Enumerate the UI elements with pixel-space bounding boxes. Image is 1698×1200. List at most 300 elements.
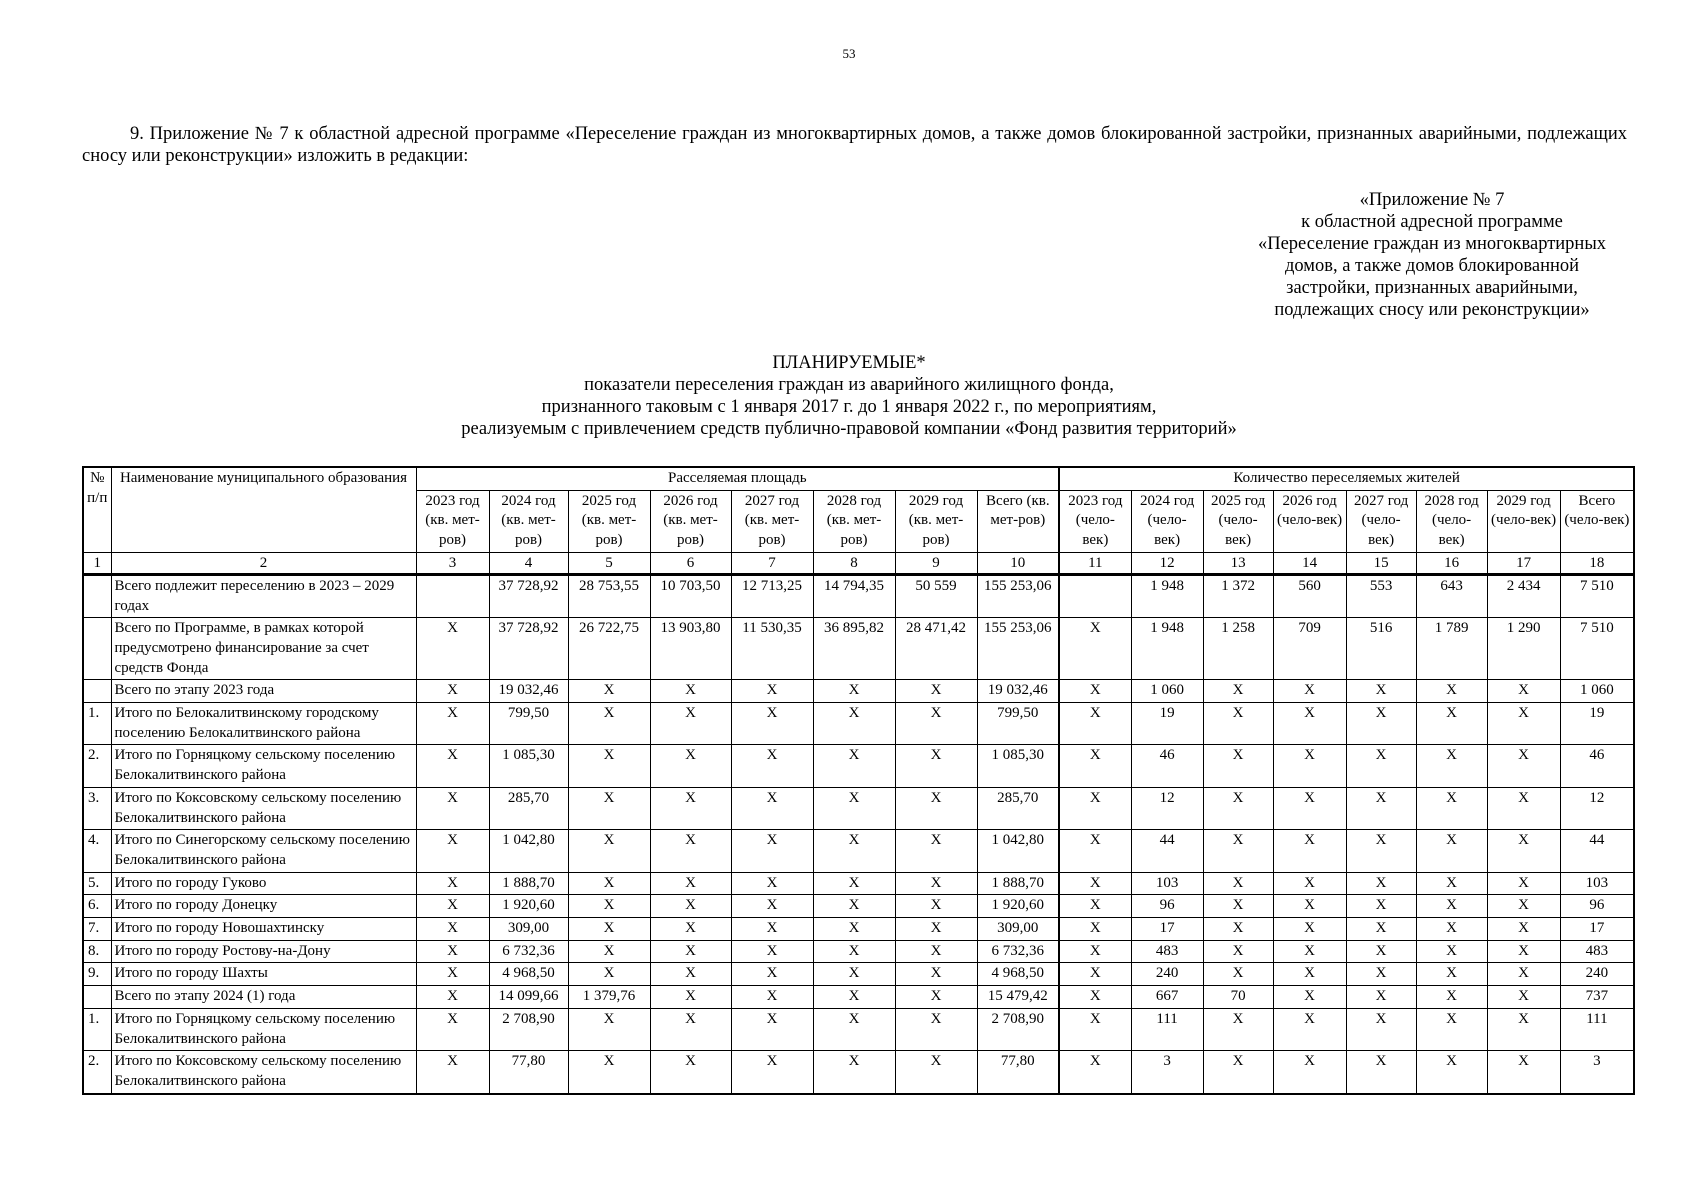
people-value-cell: 103 [1560,872,1634,895]
area-value-cell: 13 903,80 [650,618,731,680]
people-value-cell: X [1416,787,1487,829]
area-value-cell [416,574,489,617]
people-value-cell: X [1203,1008,1273,1050]
people-value-cell: X [1059,963,1131,986]
column-number-cell: 2 [111,552,416,574]
area-value-cell: X [568,680,650,703]
area-value-cell: X [416,872,489,895]
table-body [83,574,1634,1093]
row-number: 1. [83,1008,111,1050]
area-value-cell: 1 920,60 [489,895,568,918]
column-number-cell: 4 [489,552,568,574]
people-value-cell: 1 258 [1203,618,1273,680]
area-value-cell: X [568,1008,650,1050]
people-value-cell: 483 [1560,940,1634,963]
area-value-cell: X [731,830,813,872]
people-value-cell: 553 [1346,574,1416,617]
row-number [83,618,111,680]
area-value-cell: X [731,940,813,963]
header-area-col: 2024 год (кв. мет-ров) [489,490,568,552]
people-value-cell: X [1059,986,1131,1009]
area-value-cell: X [895,918,977,941]
people-value-cell: X [1273,787,1346,829]
area-value-cell: X [731,1008,813,1050]
area-value-cell: X [416,787,489,829]
area-value-cell: X [650,940,731,963]
area-value-cell: 6 732,36 [489,940,568,963]
people-value-cell: X [1416,986,1487,1009]
column-number-row [83,552,1634,574]
row-name: Итого по городу Ростову-на-Дону [111,940,416,963]
area-value-cell: X [895,745,977,787]
area-value-cell: X [416,986,489,1009]
people-value-cell: X [1416,940,1487,963]
people-value-cell: X [1273,745,1346,787]
area-value-cell: 1 085,30 [489,745,568,787]
area-value-cell: X [416,703,489,745]
people-value-cell: X [1416,680,1487,703]
people-value-cell: 516 [1346,618,1416,680]
area-value-cell: X [650,787,731,829]
people-value-cell: X [1203,918,1273,941]
people-value-cell: 560 [1273,574,1346,617]
people-value-cell: X [1487,703,1560,745]
people-value-cell: 2 434 [1487,574,1560,617]
area-value-cell: X [568,1051,650,1094]
people-value-cell: 7 510 [1560,618,1634,680]
area-value-cell: 1 888,70 [489,872,568,895]
area-value-cell: 799,50 [489,703,568,745]
appendix-line: домов, а также домов блокированной [1284,256,1580,276]
title-line: реализуемым с привлечением средств публично-правовой компании «Фонд развития территорий» [461,419,1237,439]
header-area-col: 2026 год (кв. мет-ров) [650,490,731,552]
header-area-col: 2029 год (кв. мет-ров) [895,490,977,552]
area-value-cell: X [813,895,895,918]
row-name: Всего по Программе, в рамках которой предусмотрено финансирование за счет средств Фонда [111,618,416,680]
people-value-cell: X [1346,1051,1416,1094]
table-row [83,918,1634,941]
area-value-cell: X [650,745,731,787]
area-value-cell: 37 728,92 [489,574,568,617]
people-value-cell: X [1346,745,1416,787]
header-people-col: 2027 год (чело-век) [1346,490,1416,552]
people-value-cell: X [1416,703,1487,745]
table-row [83,574,1634,617]
area-value-cell: X [895,872,977,895]
people-value-cell: X [1346,1008,1416,1050]
people-value-cell: X [1203,895,1273,918]
area-value-cell: X [568,703,650,745]
people-value-cell: X [1346,963,1416,986]
header-area-col: 2028 год (кв. мет-ров) [813,490,895,552]
people-value-cell: X [1059,787,1131,829]
people-value-cell: X [1059,895,1131,918]
people-value-cell: X [1346,703,1416,745]
area-value-cell: 19 032,46 [489,680,568,703]
area-value-cell: X [416,1008,489,1050]
people-value-cell: 1 948 [1131,574,1203,617]
people-value-cell: X [1346,895,1416,918]
people-value-cell: 1 060 [1131,680,1203,703]
people-value-cell: X [1346,986,1416,1009]
row-name: Итого по городу Новошахтинску [111,918,416,941]
area-value-cell: X [895,986,977,1009]
area-value-cell: X [650,830,731,872]
people-value-cell: X [1416,872,1487,895]
area-value-cell: X [731,918,813,941]
people-value-cell: X [1346,872,1416,895]
area-value-cell: X [813,1008,895,1050]
area-value-cell: 1 042,80 [977,830,1059,872]
people-value-cell: 111 [1560,1008,1634,1050]
row-number: 1. [83,703,111,745]
row-name: Итого по городу Шахты [111,963,416,986]
people-value-cell: X [1487,830,1560,872]
area-value-cell: 28 753,55 [568,574,650,617]
table-row [83,1008,1634,1050]
area-value-cell: X [416,745,489,787]
people-value-cell: X [1273,680,1346,703]
people-value-cell: X [1203,963,1273,986]
table-row [83,745,1634,787]
table-row [83,703,1634,745]
appendix-line: подлежащих сносу или реконструкции» [1274,300,1590,320]
area-value-cell: 285,70 [977,787,1059,829]
area-value-cell: X [895,963,977,986]
area-value-cell: X [813,872,895,895]
area-value-cell: X [895,830,977,872]
column-number-cell: 14 [1273,552,1346,574]
row-name: Итого по Белокалитвинскому городскому поселению Белокалитвинского района [111,703,416,745]
header-people-col: 2025 год (чело-век) [1203,490,1273,552]
people-value-cell: 44 [1560,830,1634,872]
people-value-cell: 1 789 [1416,618,1487,680]
people-value-cell: 44 [1131,830,1203,872]
people-value-cell: 12 [1560,787,1634,829]
area-value-cell: X [813,745,895,787]
title-line: показатели переселения граждан из аварийного жилищного фонда, [584,375,1114,395]
people-value-cell: 1 372 [1203,574,1273,617]
area-value-cell: X [650,963,731,986]
area-value-cell: X [813,787,895,829]
people-value-cell: 1 060 [1560,680,1634,703]
column-number-cell: 6 [650,552,731,574]
resettlement-table [82,466,1635,1095]
area-value-cell: 1 042,80 [489,830,568,872]
area-value-cell: 77,80 [489,1051,568,1094]
area-value-cell: X [568,745,650,787]
people-value-cell: X [1273,872,1346,895]
area-value-cell: 14 794,35 [813,574,895,617]
row-number: 9. [83,963,111,986]
area-value-cell: X [650,895,731,918]
appendix-line: застройки, признанных аварийными, [1286,278,1578,298]
area-value-cell: 1 920,60 [977,895,1059,918]
column-number-cell: 11 [1059,552,1131,574]
header-area-col: 2025 год (кв. мет-ров) [568,490,650,552]
row-name: Всего по этапу 2024 (1) года [111,986,416,1009]
people-value-cell: X [1416,918,1487,941]
people-value-cell: X [1273,940,1346,963]
row-number: 4. [83,830,111,872]
people-value-cell: 3 [1560,1051,1634,1094]
people-value-cell: 667 [1131,986,1203,1009]
area-value-cell: 285,70 [489,787,568,829]
column-number-cell: 8 [813,552,895,574]
area-value-cell: X [813,918,895,941]
table-row [83,787,1634,829]
row-name: Итого по Горняцкому сельскому поселению Белокалитвинского района [111,1008,416,1050]
people-value-cell: 7 510 [1560,574,1634,617]
people-value-cell: X [1416,895,1487,918]
area-value-cell: X [416,1051,489,1094]
area-value-cell: 26 722,75 [568,618,650,680]
area-value-cell: 1 888,70 [977,872,1059,895]
area-value-cell: X [568,787,650,829]
people-value-cell: 46 [1131,745,1203,787]
area-value-cell: X [416,830,489,872]
people-value-cell: X [1416,963,1487,986]
area-value-cell: X [650,986,731,1009]
people-value-cell: X [1487,872,1560,895]
people-value-cell: 19 [1560,703,1634,745]
area-value-cell: X [568,895,650,918]
people-value-cell: 709 [1273,618,1346,680]
area-value-cell: X [568,830,650,872]
people-value-cell: 1 290 [1487,618,1560,680]
table-row [83,895,1634,918]
row-number: 5. [83,872,111,895]
document-title [0,352,1698,440]
appendix-line: «Приложение № 7 [1359,190,1505,210]
column-number-cell: 15 [1346,552,1416,574]
area-value-cell: X [568,940,650,963]
area-value-cell: X [416,895,489,918]
area-value-cell: 309,00 [489,918,568,941]
people-value-cell: 96 [1131,895,1203,918]
people-value-cell: X [1059,872,1131,895]
area-value-cell: 11 530,35 [731,618,813,680]
people-value-cell: 643 [1416,574,1487,617]
table-row [83,872,1634,895]
people-value-cell: X [1059,830,1131,872]
area-value-cell: X [895,787,977,829]
area-value-cell: 36 895,82 [813,618,895,680]
header-num: № п/п [83,467,111,552]
area-value-cell: 50 559 [895,574,977,617]
header-name: Наименование муниципального образования [111,467,416,552]
people-value-cell: 17 [1131,918,1203,941]
people-value-cell: X [1273,1051,1346,1094]
column-number-cell: 9 [895,552,977,574]
people-value-cell: X [1416,1008,1487,1050]
people-value-cell: 103 [1131,872,1203,895]
people-value-cell: X [1059,1051,1131,1094]
people-value-cell: X [1487,963,1560,986]
area-value-cell: 4 968,50 [977,963,1059,986]
people-value-cell: 96 [1560,895,1634,918]
column-number-cell: 7 [731,552,813,574]
area-value-cell: 12 713,25 [731,574,813,617]
area-value-cell: X [731,872,813,895]
people-value-cell: X [1203,787,1273,829]
column-number-cell: 5 [568,552,650,574]
table-row [83,830,1634,872]
area-value-cell: 37 728,92 [489,618,568,680]
appendix-line: «Переселение граждан из многоквартирных [1257,234,1607,254]
table-row [83,1051,1634,1094]
area-value-cell: 155 253,06 [977,618,1059,680]
people-value-cell: X [1203,830,1273,872]
area-value-cell: X [416,918,489,941]
area-value-cell: X [650,918,731,941]
row-name: Итого по Синегорскому сельскому поселению Белокалитвинского района [111,830,416,872]
people-value-cell: X [1273,986,1346,1009]
area-value-cell: X [416,680,489,703]
people-value-cell: X [1059,703,1131,745]
area-value-cell: X [731,745,813,787]
people-value-cell: 3 [1131,1051,1203,1094]
people-value-cell: X [1346,680,1416,703]
row-number [83,986,111,1009]
area-value-cell: 799,50 [977,703,1059,745]
area-value-cell: X [813,940,895,963]
people-value-cell: X [1203,940,1273,963]
people-value-cell: X [1203,703,1273,745]
people-value-cell [1059,574,1131,617]
row-number: 7. [83,918,111,941]
people-value-cell: X [1487,745,1560,787]
people-value-cell: X [1487,918,1560,941]
people-value-cell: X [1059,680,1131,703]
row-name: Итого по городу Донецку [111,895,416,918]
area-value-cell: 77,80 [977,1051,1059,1094]
people-value-cell: X [1059,918,1131,941]
header-area-col: 2023 год (кв. мет-ров) [416,490,489,552]
header-people-col: Всего (чело-век) [1560,490,1634,552]
row-number [83,574,111,617]
area-value-cell: 1 379,76 [568,986,650,1009]
people-value-cell: X [1416,1051,1487,1094]
area-value-cell: 6 732,36 [977,940,1059,963]
people-value-cell: X [1273,1008,1346,1050]
column-number-cell: 10 [977,552,1059,574]
area-value-cell: 1 085,30 [977,745,1059,787]
area-value-cell: 2 708,90 [977,1008,1059,1050]
people-value-cell: 70 [1203,986,1273,1009]
column-number-cell: 13 [1203,552,1273,574]
area-value-cell: 19 032,46 [977,680,1059,703]
people-value-cell: X [1487,1008,1560,1050]
column-number-cell: 3 [416,552,489,574]
area-value-cell: X [813,986,895,1009]
people-value-cell: X [1487,986,1560,1009]
people-value-cell: 240 [1131,963,1203,986]
people-value-cell: X [1346,940,1416,963]
area-value-cell: 15 479,42 [977,986,1059,1009]
people-value-cell: X [1059,618,1131,680]
title-line: ПЛАНИРУЕМЫЕ* [772,353,926,373]
people-value-cell: X [1059,940,1131,963]
area-value-cell: X [650,1008,731,1050]
area-value-cell: X [731,703,813,745]
area-value-cell: X [895,1008,977,1050]
area-value-cell: X [650,703,731,745]
area-value-cell: X [650,1051,731,1094]
people-value-cell: X [1487,895,1560,918]
area-value-cell: 10 703,50 [650,574,731,617]
area-value-cell: 155 253,06 [977,574,1059,617]
people-value-cell: X [1273,830,1346,872]
people-value-cell: X [1487,680,1560,703]
appendix-line: к областной адресной программе [1301,212,1563,232]
column-number-cell: 16 [1416,552,1487,574]
area-value-cell: X [895,680,977,703]
row-number: 3. [83,787,111,829]
people-value-cell: 240 [1560,963,1634,986]
header-area-col: 2027 год (кв. мет-ров) [731,490,813,552]
area-value-cell: X [568,963,650,986]
table-row [83,963,1634,986]
title-line: признанного таковым с 1 января 2017 г. до 1 января 2022 г., по мероприятиям, [541,397,1157,417]
area-value-cell: 309,00 [977,918,1059,941]
row-name: Итого по Горняцкому сельскому поселению Белокалитвинского района [111,745,416,787]
header-people-col: 2029 год (чело-век) [1487,490,1560,552]
area-value-cell: X [731,1051,813,1094]
area-value-cell: X [650,872,731,895]
people-value-cell: X [1203,872,1273,895]
people-value-cell: X [1346,830,1416,872]
people-value-cell: X [1487,787,1560,829]
row-number: 2. [83,1051,111,1094]
people-value-cell: 17 [1560,918,1634,941]
row-name: Итого по городу Гуково [111,872,416,895]
people-value-cell: X [1487,940,1560,963]
row-name: Итого по Коксовскому сельскому поселению Белокалитвинского района [111,1051,416,1094]
area-value-cell: X [416,963,489,986]
column-number-cell: 1 [83,552,111,574]
page-number: 53 [842,46,856,61]
area-value-cell: X [895,703,977,745]
table-row [83,940,1634,963]
people-value-cell: X [1487,1051,1560,1094]
people-value-cell: X [1203,745,1273,787]
area-value-cell: X [416,618,489,680]
people-value-cell: 483 [1131,940,1203,963]
appendix-heading [1232,189,1632,321]
area-value-cell: X [895,940,977,963]
area-value-cell: X [813,703,895,745]
people-value-cell: 1 948 [1131,618,1203,680]
row-number [83,680,111,703]
row-name: Всего по этапу 2023 года [111,680,416,703]
row-number: 6. [83,895,111,918]
people-value-cell: 19 [1131,703,1203,745]
area-value-cell: X [895,1051,977,1094]
header-area-col: Всего (кв. мет-ров) [977,490,1059,552]
area-value-cell: X [813,963,895,986]
area-value-cell: 4 968,50 [489,963,568,986]
column-number-cell: 18 [1560,552,1634,574]
header-people-col: 2028 год (чело-век) [1416,490,1487,552]
header-area-group: Расселяемая площадь [416,467,1059,490]
people-value-cell: X [1346,918,1416,941]
people-value-cell: X [1273,918,1346,941]
people-value-cell: X [1203,1051,1273,1094]
row-name: Итого по Коксовскому сельскому поселению Белокалитвинского района [111,787,416,829]
area-value-cell: X [416,940,489,963]
row-number: 2. [83,745,111,787]
